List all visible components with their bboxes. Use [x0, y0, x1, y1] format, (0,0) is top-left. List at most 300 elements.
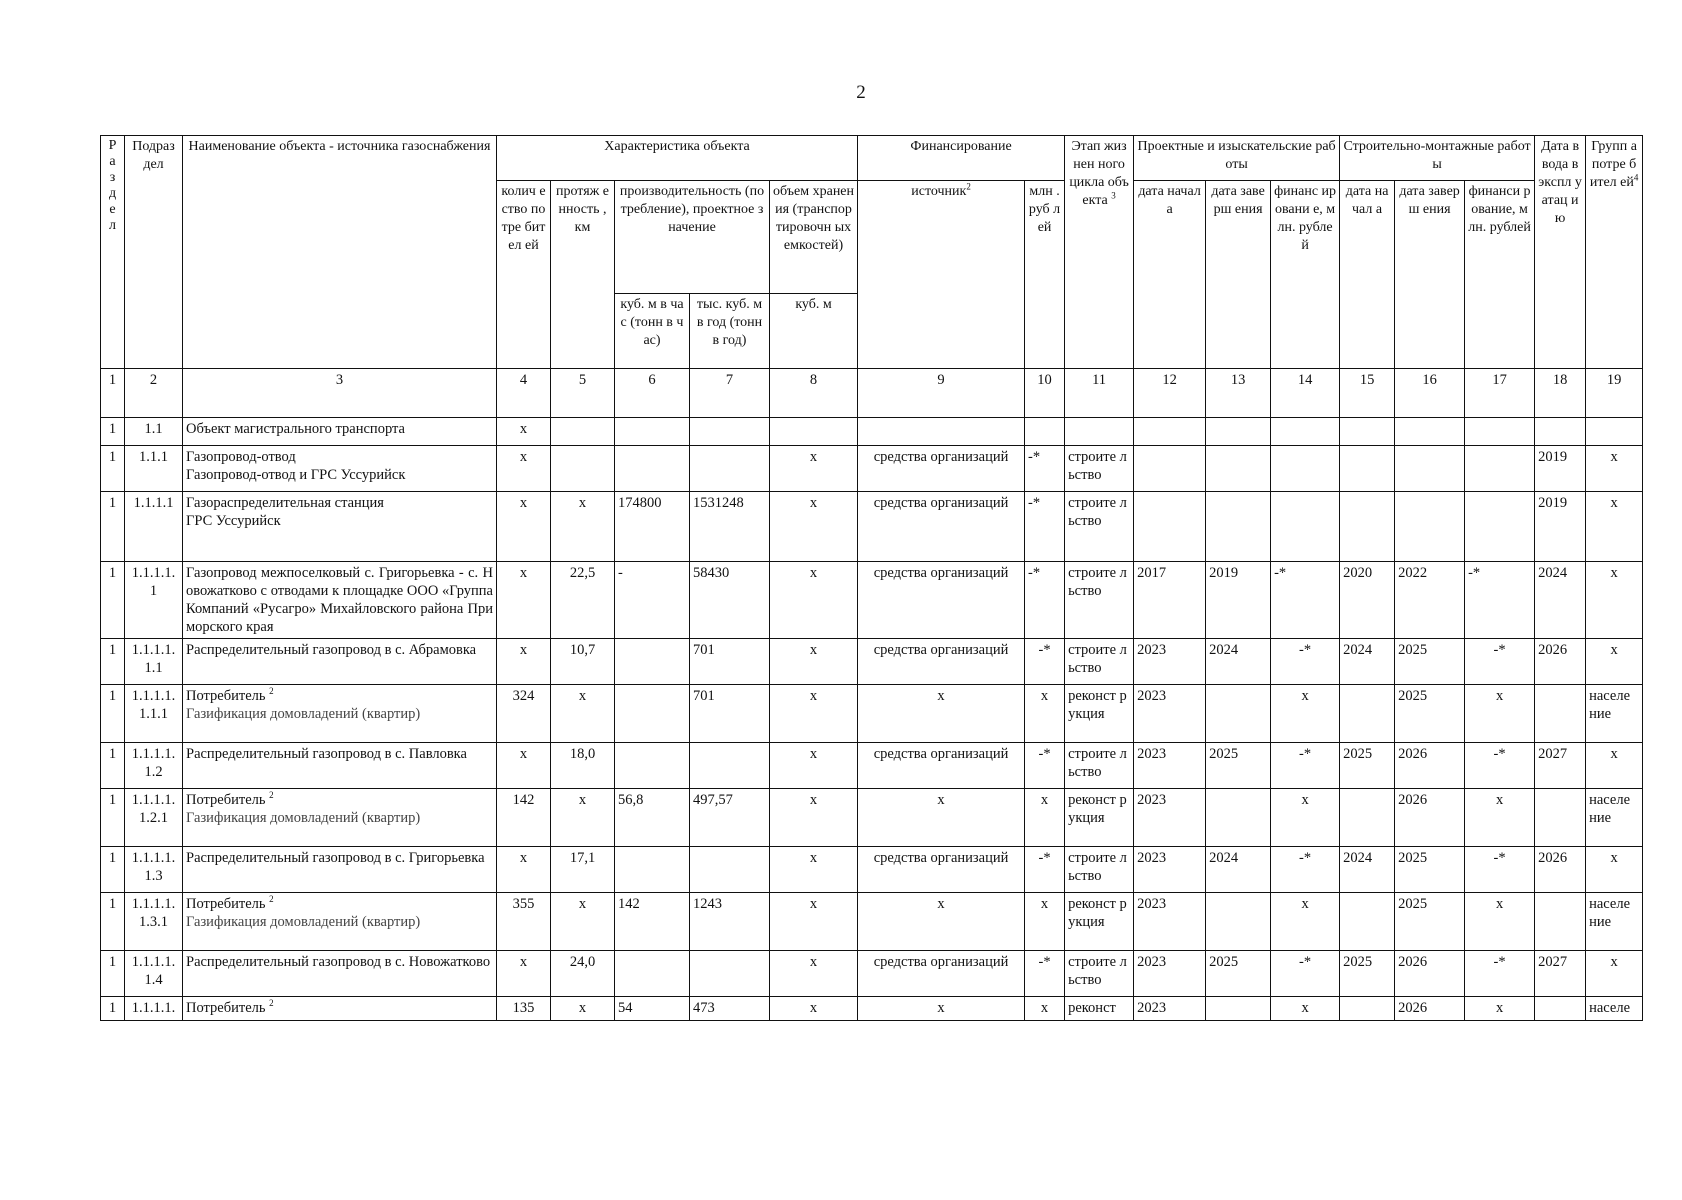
cell-col-9: средства организаций [858, 446, 1025, 492]
cell-col-6 [615, 847, 690, 893]
cell-col-2: 1.1.1.1. 1 [125, 562, 183, 639]
cell-col-18: 2027 [1535, 951, 1586, 997]
cell-col-6: 174800 [615, 492, 690, 562]
cell-col-16 [1395, 418, 1465, 446]
cell-col-1: 1 [101, 951, 125, 997]
cell-col-11: строите льство [1065, 446, 1134, 492]
object-name-cell [183, 418, 497, 446]
cell-col-11: строите льство [1065, 639, 1134, 685]
section-letter: Р [108, 138, 117, 153]
cell-col-11: строите льство [1065, 562, 1134, 639]
cell-col-19: х [1586, 951, 1643, 997]
cell-col-6 [615, 685, 690, 743]
cell-col-10: -* [1025, 951, 1065, 997]
header-lifecycle-stage-text: Этап жизнен ного цикла объекта [1069, 139, 1129, 208]
cell-col-14: -* [1271, 639, 1340, 685]
cell-col-17 [1465, 418, 1535, 446]
cell-col-16: 2026 [1395, 789, 1465, 847]
cell-col-1: 1 [101, 789, 125, 847]
cell-col-9: х [858, 893, 1025, 951]
cell-col-1: 1 [101, 847, 125, 893]
cell-col-12 [1134, 446, 1206, 492]
cell-col-8: х [770, 639, 858, 685]
object-name-cell [183, 685, 497, 743]
footnote-2: 2 [966, 181, 971, 192]
cell-col-15 [1340, 418, 1395, 446]
cell-col-1: 1 [101, 893, 125, 951]
header-consumer-count: колич ество потре бител ей [497, 181, 551, 369]
table-row [101, 639, 1643, 685]
cell-col-10: х [1025, 893, 1065, 951]
object-name-cell [183, 951, 497, 997]
column-number: 19 [1586, 369, 1643, 418]
cell-col-14 [1271, 492, 1340, 562]
object-name: Газораспределительная станция [186, 495, 384, 511]
cell-col-5: х [551, 893, 615, 951]
cell-col-1: 1 [101, 685, 125, 743]
cell-col-10: -* [1025, 562, 1065, 639]
object-subname: Газификация домовладений (квартир) [186, 810, 421, 826]
object-name-cell [183, 847, 497, 893]
cell-col-16: 2025 [1395, 847, 1465, 893]
cell-col-5: х [551, 789, 615, 847]
cell-col-19: населе ние [1586, 685, 1643, 743]
cell-col-4: х [497, 562, 551, 639]
object-name-cell [183, 893, 497, 951]
cell-col-18 [1535, 997, 1586, 1021]
table-row [101, 685, 1643, 743]
cell-col-9 [858, 418, 1025, 446]
cell-col-4: х [497, 492, 551, 562]
cell-col-5 [551, 418, 615, 446]
column-number: 8 [770, 369, 858, 418]
cell-col-9: средства организаций [858, 562, 1025, 639]
object-subname: Газопровод-отвод и ГРС Уссурийск [186, 467, 406, 483]
cell-col-19: х [1586, 743, 1643, 789]
cell-col-8: х [770, 789, 858, 847]
cell-col-7: 701 [690, 639, 770, 685]
object-name: Распределительный газопровод в с. Павловка [186, 746, 467, 762]
cell-col-6 [615, 418, 690, 446]
cell-col-5: 22,5 [551, 562, 615, 639]
cell-col-2: 1.1.1.1 [125, 492, 183, 562]
cell-col-4: 142 [497, 789, 551, 847]
cell-col-7 [690, 446, 770, 492]
object-name: Распределительный газопровод в с. Абрамовка [186, 642, 477, 658]
cell-col-19 [1586, 418, 1643, 446]
cell-col-9: средства организаций [858, 492, 1025, 562]
table-row [101, 562, 1643, 639]
header-consumer-group-text: Групп а потре бител ей [1589, 139, 1637, 190]
cell-col-11: реконст [1065, 997, 1134, 1021]
cell-col-4: 324 [497, 685, 551, 743]
cell-col-2: 1.1.1 [125, 446, 183, 492]
cell-col-8: х [770, 562, 858, 639]
column-number: 2 [125, 369, 183, 418]
cell-col-15: 2020 [1340, 562, 1395, 639]
cell-col-12: 2023 [1134, 639, 1206, 685]
object-name-cell [183, 446, 497, 492]
cell-col-1: 1 [101, 639, 125, 685]
column-numbers-row [101, 369, 1643, 418]
cell-col-7: 58430 [690, 562, 770, 639]
header-commissioning-date: Дата ввода в экспл уатац ию [1535, 136, 1586, 369]
cell-col-5: 17,1 [551, 847, 615, 893]
object-name: Потребитель [186, 792, 266, 808]
cell-col-5: 24,0 [551, 951, 615, 997]
cell-col-17: х [1465, 685, 1535, 743]
cell-col-16 [1395, 492, 1465, 562]
column-number: 13 [1206, 369, 1271, 418]
cell-col-11: строите льство [1065, 847, 1134, 893]
cell-col-2: 1.1.1.1. 1.1 [125, 639, 183, 685]
cell-col-15 [1340, 685, 1395, 743]
object-name-cell [183, 743, 497, 789]
cell-col-16 [1395, 446, 1465, 492]
section-letter: з [109, 170, 116, 185]
cell-col-6: 56,8 [615, 789, 690, 847]
header-source-text: источник [911, 184, 967, 199]
cell-col-14: -* [1271, 847, 1340, 893]
cell-col-18: 2019 [1535, 492, 1586, 562]
header-unit-cubic-m: куб. м [770, 294, 858, 369]
cell-col-11: реконст рукция [1065, 789, 1134, 847]
cell-col-8: х [770, 743, 858, 789]
header-unit-per-year: тыс. куб. м в год (тонн в год) [690, 294, 770, 369]
cell-col-15 [1340, 789, 1395, 847]
cell-col-6: 142 [615, 893, 690, 951]
cell-col-18: 2026 [1535, 847, 1586, 893]
cell-col-1: 1 [101, 743, 125, 789]
cell-col-15: 2025 [1340, 951, 1395, 997]
cell-col-9: средства организаций [858, 743, 1025, 789]
cell-col-12 [1134, 492, 1206, 562]
object-subname: Газификация домовладений (квартир) [186, 706, 421, 722]
cell-col-8: х [770, 997, 858, 1021]
cell-col-17: -* [1465, 562, 1535, 639]
table-row [101, 492, 1643, 562]
cell-col-8: х [770, 847, 858, 893]
column-number: 14 [1271, 369, 1340, 418]
cell-col-6 [615, 639, 690, 685]
column-number: 7 [690, 369, 770, 418]
column-number: 5 [551, 369, 615, 418]
cell-col-15 [1340, 997, 1395, 1021]
cell-col-13 [1206, 997, 1271, 1021]
header-section [101, 136, 125, 369]
page-number: 2 [856, 82, 866, 103]
cell-col-16: 2026 [1395, 997, 1465, 1021]
table-row [101, 893, 1643, 951]
cell-col-10 [1025, 418, 1065, 446]
section-letters [104, 138, 121, 234]
cell-col-17: -* [1465, 847, 1535, 893]
cell-col-17: х [1465, 997, 1535, 1021]
header-build-start: дата начал а [1340, 181, 1395, 369]
cell-col-14 [1271, 446, 1340, 492]
section-letter: д [108, 186, 117, 201]
cell-col-10: -* [1025, 446, 1065, 492]
cell-col-17: х [1465, 893, 1535, 951]
section-letter: л [109, 218, 116, 233]
cell-col-14: -* [1271, 562, 1340, 639]
header-storage-volume: объем хранения (транспор тировочн ых емкостей) [770, 181, 858, 294]
object-name: Распределительный газопровод в с. Григорьевка [186, 850, 485, 866]
cell-col-2: 1.1.1.1. 1.2.1 [125, 789, 183, 847]
cell-col-9: средства организаций [858, 639, 1025, 685]
cell-col-8: х [770, 492, 858, 562]
cell-col-14: -* [1271, 743, 1340, 789]
cell-col-4: 355 [497, 893, 551, 951]
cell-col-18: 2024 [1535, 562, 1586, 639]
cell-col-14: х [1271, 997, 1340, 1021]
column-number: 10 [1025, 369, 1065, 418]
cell-col-19: х [1586, 492, 1643, 562]
cell-col-14: -* [1271, 951, 1340, 997]
cell-col-18: 2019 [1535, 446, 1586, 492]
cell-col-18 [1535, 685, 1586, 743]
object-name-cell [183, 997, 497, 1021]
footnote-2: 2 [269, 894, 274, 905]
cell-col-19: населе ние [1586, 789, 1643, 847]
cell-col-19: х [1586, 639, 1643, 685]
object-name: Потребитель [186, 896, 266, 912]
header-subsection: Подраз дел [125, 136, 183, 369]
cell-col-13: 2025 [1206, 743, 1271, 789]
cell-col-12: 2023 [1134, 743, 1206, 789]
cell-col-8: х [770, 951, 858, 997]
gas-supply-table [100, 135, 1643, 1021]
cell-col-17 [1465, 492, 1535, 562]
cell-col-5: х [551, 997, 615, 1021]
cell-col-11: строите льство [1065, 951, 1134, 997]
cell-col-10: -* [1025, 847, 1065, 893]
cell-col-8: х [770, 446, 858, 492]
cell-col-13: 2019 [1206, 562, 1271, 639]
cell-col-15 [1340, 893, 1395, 951]
cell-col-12: 2023 [1134, 997, 1206, 1021]
cell-col-14: х [1271, 685, 1340, 743]
cell-col-13 [1206, 893, 1271, 951]
cell-col-4: х [497, 639, 551, 685]
cell-col-7 [690, 951, 770, 997]
cell-col-8: х [770, 685, 858, 743]
table-row [101, 743, 1643, 789]
cell-col-6 [615, 446, 690, 492]
cell-col-9: средства организаций [858, 847, 1025, 893]
cell-col-9: х [858, 997, 1025, 1021]
column-number: 18 [1535, 369, 1586, 418]
cell-col-2: 1.1.1.1. [125, 997, 183, 1021]
table-row [101, 446, 1643, 492]
header-source [858, 181, 1025, 369]
cell-col-16: 2022 [1395, 562, 1465, 639]
cell-col-6: 54 [615, 997, 690, 1021]
cell-col-6 [615, 951, 690, 997]
cell-col-14 [1271, 418, 1340, 446]
cell-col-6 [615, 743, 690, 789]
object-subname: ГРС Уссурийск [186, 513, 281, 529]
object-name-cell [183, 789, 497, 847]
column-number: 16 [1395, 369, 1465, 418]
section-letter: е [109, 202, 116, 217]
table-body [101, 418, 1643, 1021]
cell-col-17: -* [1465, 743, 1535, 789]
object-name: Газопровод межпоселковый с. Григорьевка - с. Новожатково с отводами к площадке ООО «Группа Компаний «Русагро» Михайловского района Приморского края [186, 565, 493, 635]
cell-col-17: -* [1465, 639, 1535, 685]
cell-col-13 [1206, 418, 1271, 446]
cell-col-12 [1134, 418, 1206, 446]
header-capacity: производительность (потребление), проектное значение [615, 181, 770, 294]
cell-col-8: х [770, 893, 858, 951]
header-object-name: Наименование объекта - источника газоснабжения [183, 136, 497, 369]
cell-col-11: строите льство [1065, 492, 1134, 562]
cell-col-1: 1 [101, 997, 125, 1021]
cell-col-18: 2026 [1535, 639, 1586, 685]
object-name: Распределительный газопровод в с. Новожатково [186, 954, 491, 970]
cell-col-4: х [497, 418, 551, 446]
cell-col-13 [1206, 789, 1271, 847]
header-object-characteristics: Характеристика объекта [497, 136, 858, 181]
table-row [101, 789, 1643, 847]
header-row-1 [101, 136, 1643, 181]
cell-col-10: -* [1025, 639, 1065, 685]
object-name-cell [183, 639, 497, 685]
cell-col-5: х [551, 492, 615, 562]
cell-col-12: 2023 [1134, 893, 1206, 951]
header-build-end: дата заверш ения [1395, 181, 1465, 369]
column-number: 6 [615, 369, 690, 418]
cell-col-7: 701 [690, 685, 770, 743]
column-number: 1 [101, 369, 125, 418]
cell-col-5: 10,7 [551, 639, 615, 685]
object-name: Потребитель [186, 688, 266, 704]
table-row [101, 847, 1643, 893]
cell-col-11: реконст рукция [1065, 685, 1134, 743]
cell-col-5 [551, 446, 615, 492]
cell-col-2: 1.1.1.1. 1.3.1 [125, 893, 183, 951]
cell-col-12: 2023 [1134, 951, 1206, 997]
cell-col-19: населе ние [1586, 893, 1643, 951]
cell-col-10: х [1025, 789, 1065, 847]
object-name: Потребитель [186, 1000, 266, 1016]
cell-col-4: 135 [497, 997, 551, 1021]
cell-col-17: х [1465, 789, 1535, 847]
cell-col-7: 1531248 [690, 492, 770, 562]
cell-col-12: 2023 [1134, 789, 1206, 847]
object-name: Объект магистрального транспорта [186, 421, 405, 437]
object-subname: Газификация домовладений (квартир) [186, 914, 421, 930]
cell-col-11: строите льство [1065, 743, 1134, 789]
cell-col-7: 473 [690, 997, 770, 1021]
cell-col-15 [1340, 446, 1395, 492]
cell-col-19: х [1586, 847, 1643, 893]
column-number: 15 [1340, 369, 1395, 418]
cell-col-5: 18,0 [551, 743, 615, 789]
footnote-3: 3 [1111, 190, 1116, 201]
header-mln-rubles: млн . руб лей [1025, 181, 1065, 369]
cell-col-7: 497,57 [690, 789, 770, 847]
cell-col-12: 2023 [1134, 685, 1206, 743]
cell-col-19: х [1586, 446, 1643, 492]
cell-col-16: 2026 [1395, 951, 1465, 997]
cell-col-10: -* [1025, 492, 1065, 562]
header-unit-per-hour: куб. м в час (тонн в час) [615, 294, 690, 369]
cell-col-9: х [858, 685, 1025, 743]
section-letter: а [109, 154, 116, 169]
header-design-financing: финанс ировани е, млн. рублей [1271, 181, 1340, 369]
header-build-financing: финанси рование, млн. рублей [1465, 181, 1535, 369]
cell-col-10: х [1025, 997, 1065, 1021]
column-number: 11 [1065, 369, 1134, 418]
column-number: 12 [1134, 369, 1206, 418]
cell-col-7: 1243 [690, 893, 770, 951]
header-design-end: дата заверш ения [1206, 181, 1271, 369]
cell-col-14: х [1271, 789, 1340, 847]
cell-col-10: -* [1025, 743, 1065, 789]
cell-col-13 [1206, 492, 1271, 562]
cell-col-15: 2024 [1340, 847, 1395, 893]
cell-col-2: 1.1 [125, 418, 183, 446]
cell-col-10: х [1025, 685, 1065, 743]
cell-col-19: х [1586, 562, 1643, 639]
header-length-km: протяж енность , км [551, 181, 615, 369]
cell-col-1: 1 [101, 492, 125, 562]
cell-col-12: 2023 [1134, 847, 1206, 893]
cell-col-15: 2025 [1340, 743, 1395, 789]
object-name: Газопровод-отвод [186, 449, 296, 465]
cell-col-13: 2024 [1206, 847, 1271, 893]
cell-col-17: -* [1465, 951, 1535, 997]
column-number: 17 [1465, 369, 1535, 418]
cell-col-7 [690, 743, 770, 789]
cell-col-18: 2027 [1535, 743, 1586, 789]
cell-col-4: х [497, 847, 551, 893]
footnote-2: 2 [269, 790, 274, 801]
cell-col-7 [690, 418, 770, 446]
table-row [101, 418, 1643, 446]
column-number: 3 [183, 369, 497, 418]
cell-col-18 [1535, 418, 1586, 446]
cell-col-11 [1065, 418, 1134, 446]
table-row [101, 997, 1643, 1021]
header-consumer-group [1586, 136, 1643, 369]
object-name-cell [183, 492, 497, 562]
header-design-start: дата начала [1134, 181, 1206, 369]
object-name-cell [183, 562, 497, 639]
cell-col-4: х [497, 743, 551, 789]
cell-col-6: - [615, 562, 690, 639]
cell-col-4: х [497, 951, 551, 997]
cell-col-14: х [1271, 893, 1340, 951]
cell-col-4: х [497, 446, 551, 492]
cell-col-2: 1.1.1.1. 1.1.1 [125, 685, 183, 743]
cell-col-19: населе [1586, 997, 1643, 1021]
cell-col-12: 2017 [1134, 562, 1206, 639]
cell-col-15: 2024 [1340, 639, 1395, 685]
cell-col-11: реконст рукция [1065, 893, 1134, 951]
cell-col-2: 1.1.1.1. 1.4 [125, 951, 183, 997]
cell-col-2: 1.1.1.1. 1.2 [125, 743, 183, 789]
cell-col-16: 2025 [1395, 639, 1465, 685]
cell-col-16: 2025 [1395, 685, 1465, 743]
cell-col-16: 2025 [1395, 893, 1465, 951]
cell-col-13: 2024 [1206, 639, 1271, 685]
table-row [101, 951, 1643, 997]
cell-col-2: 1.1.1.1. 1.3 [125, 847, 183, 893]
header-construction-works: Строительно-монтажные работы [1340, 136, 1535, 181]
column-number: 9 [858, 369, 1025, 418]
